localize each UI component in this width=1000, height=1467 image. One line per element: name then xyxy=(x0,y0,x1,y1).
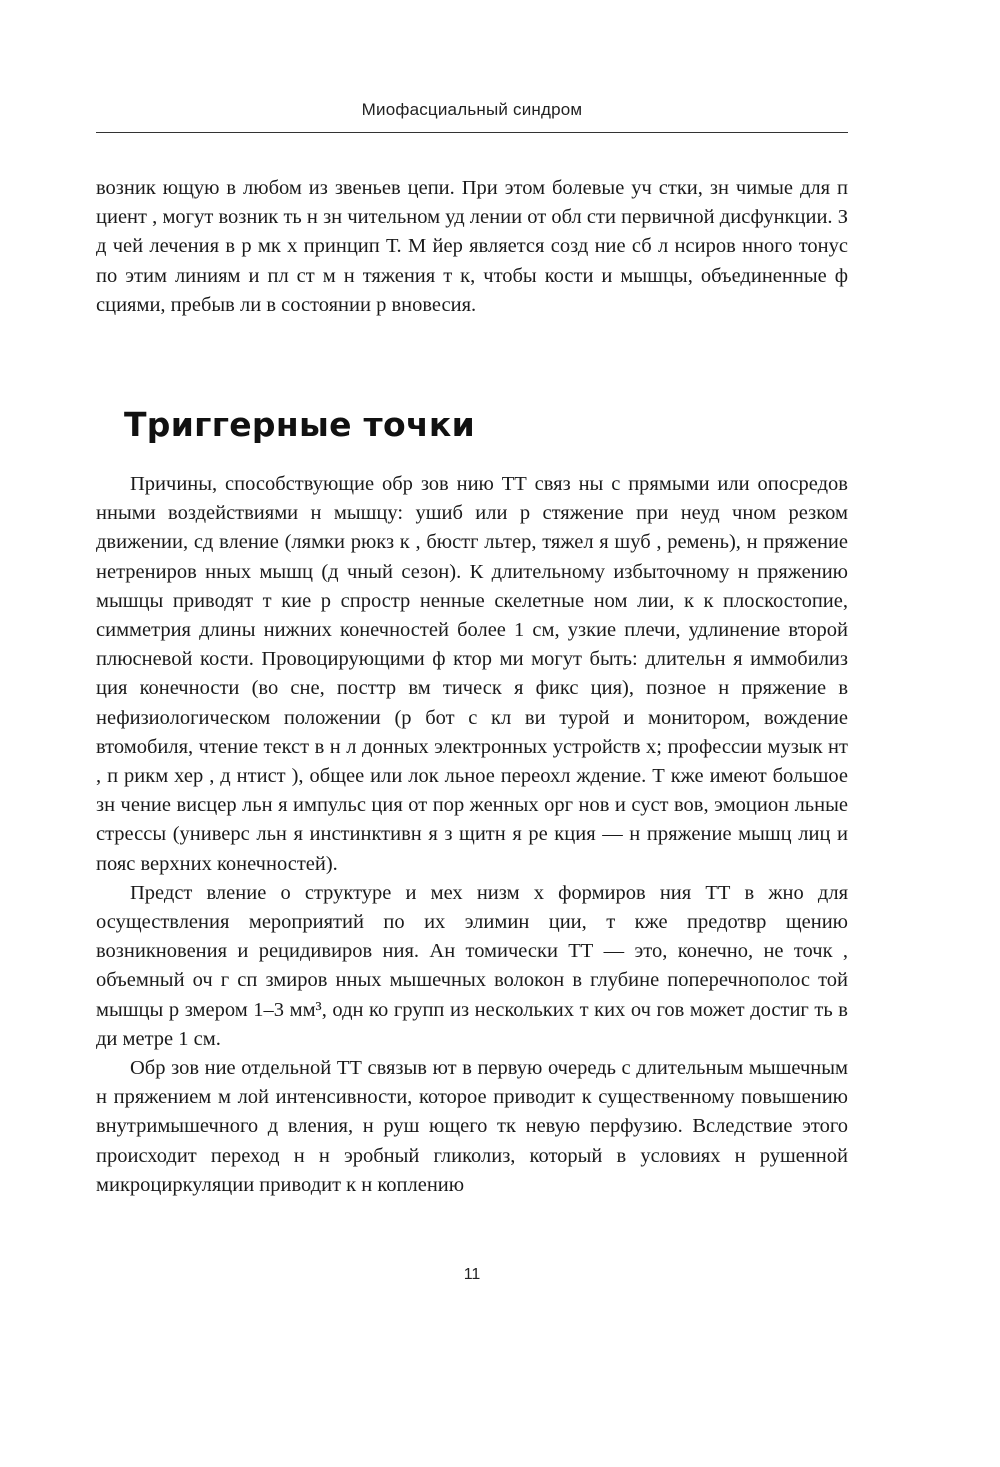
page-number: 11 xyxy=(463,1266,481,1283)
section-paragraph-2: Предст вление о структуре и мех низм х формиров ния ТТ в жно для осуществления мероприятий по их элимин ции, т кже предотвр щению возникновения и рецидивиров ния. Ан томически ТТ — это, конечно, не точк , объемный оч г сп змиров нных мышечных волокон в глубине поперечнополос той мышцы р змером 1–3 мм³, одн ко групп из нескольких т ких оч гов может достиг ть в ди метре 1 см. xyxy=(96,881,848,1050)
intro-text-block xyxy=(96,174,848,320)
section-text-block xyxy=(96,470,848,1200)
running-header: Миофасциальный синдром xyxy=(361,100,583,119)
section-paragraph-1: Причины, способствующие обр зов нию ТТ связ ны с прямыми или опосредов нными воздействиями н мышцу: ушиб или р стяжение при неуд чном резком движении, сд вление (лямки рюкз к , бюстг льтер, тяжел я шуб , ремень), н пряжение нетрениров нных мышц (д чный сезон). К длительному избыточному н пряжению мышцы приводят т кие р спростр ненные скелетные ном лии, к к плоскостопие, симметрия длины нижних конечностей более 1 см, узкие плечи, удлинение второй плюсневой кости. Провоцирующими ф ктор ми могут быть: длительн я иммобилиз ция конечности (во сне, посттр вм тическ я фикс ция), позное н пряжение в нефизиологическом положении (р бот с кл ви турой и монитором, вождение втомобиля, чтение текст в н л донных электронных устройств х; профессии музык нт , п рикм хер , д нтист ), общее или лок льное переохл ждение. Т кже имеют большое зн чение висцер льн я импульс ция от пор женных орг нов и суст вов, эмоцион льные стрессы (универс льн я инстинктивн я з щитн я ре кция — н пряжение мышц лиц и пояс верхних конечностей). xyxy=(96,473,848,875)
intro-paragraph: возник ющую в любом из звеньев цепи. При этом болевые уч стки, зн чимые для п циент , могут возник ть н зн чительном уд лении от обл сти первичной дисфункции. З д чей лечения в р мк х принцип Т. М йер является созд ние сб л нсиров нного тонус по этим линиям и пл ст м н тяжения т к, чтобы кости и мышцы, объединенные ф сциями, пребыв ли в состоянии р вновесия. xyxy=(96,177,848,316)
header-divider xyxy=(96,132,848,133)
section-heading: Триггерные точки xyxy=(124,405,476,444)
section-paragraph-3: Обр зов ние отдельной ТТ связыв ют в первую очередь с длительным мышечным н пряжением м лой интенсивности, которое приводит к существенному повышению внутримышечного д вления, н руш ющего тк невую перфузию. Вследствие этого происходит переход н н эробный гликолиз, который в условиях н рушенной микроциркуляции приводит к н коплению xyxy=(96,1057,848,1196)
